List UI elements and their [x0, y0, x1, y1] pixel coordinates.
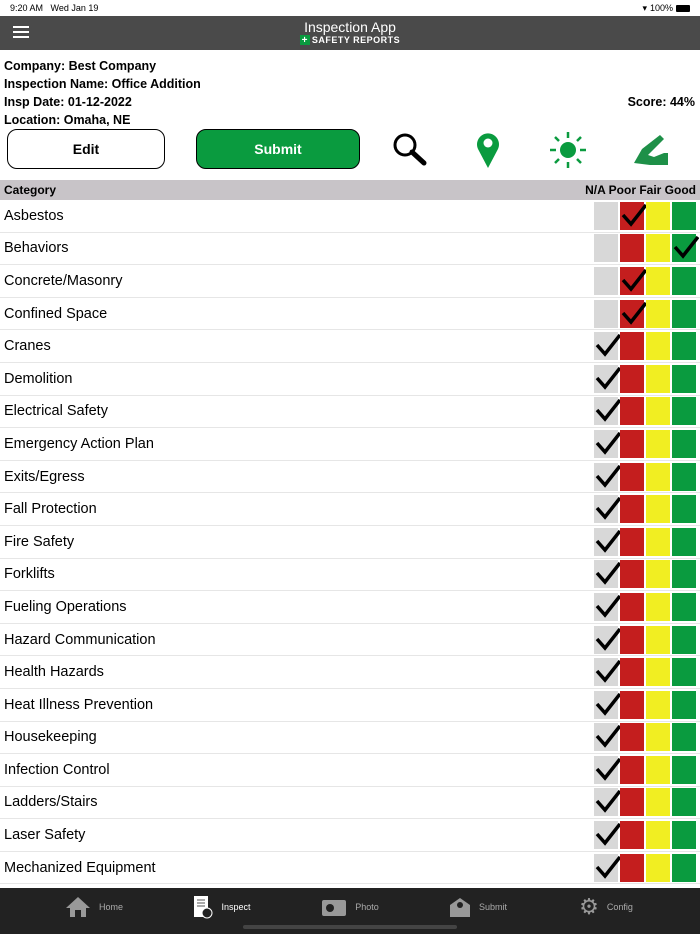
- tab-photo[interactable]: [286, 888, 414, 926]
- rating-poor[interactable]: [620, 723, 644, 751]
- rating-na[interactable]: [594, 495, 618, 523]
- category-row: [0, 363, 700, 396]
- checkmark-icon: [595, 593, 621, 619]
- rating-na[interactable]: [594, 658, 618, 686]
- checkmark-icon: [621, 202, 647, 228]
- edit-button[interactable]: Edit: [7, 129, 165, 169]
- rating-poor[interactable]: [620, 365, 644, 393]
- rating-fair[interactable]: [646, 593, 670, 621]
- submit-button[interactable]: Submit: [196, 129, 360, 169]
- rating-fair[interactable]: [646, 267, 670, 295]
- category-name: Asbestos: [4, 207, 64, 224]
- checkmark-icon: [595, 397, 621, 423]
- category-name: Laser Safety: [4, 827, 86, 844]
- brand-text: SAFETY REPORTS: [311, 35, 401, 45]
- category-name: Emergency Action Plan: [4, 435, 154, 452]
- category-list: [0, 200, 700, 884]
- category-row: [0, 233, 700, 266]
- checkmark-icon: [595, 691, 621, 717]
- rating-na[interactable]: [594, 234, 618, 262]
- category-row: [0, 689, 700, 722]
- rating-na[interactable]: [594, 528, 618, 556]
- rating-na[interactable]: [594, 300, 618, 328]
- category-name: Forklifts: [4, 566, 55, 583]
- rating-poor[interactable]: [620, 788, 644, 816]
- rating-fair[interactable]: [646, 463, 670, 491]
- rating-cells: [594, 658, 700, 686]
- status-bar: [0, 0, 700, 16]
- brand-logo: [0, 35, 700, 45]
- rating-na[interactable]: [594, 821, 618, 849]
- checkmark-icon: [595, 821, 621, 847]
- rating-na[interactable]: [594, 365, 618, 393]
- rating-cells: [594, 756, 700, 784]
- rating-good[interactable]: [672, 593, 696, 621]
- checkmark-icon: [595, 788, 621, 814]
- checkmark-icon: [673, 234, 699, 260]
- category-row: [0, 819, 700, 852]
- rating-cells: [594, 626, 700, 654]
- signature-icon[interactable]: [630, 131, 670, 169]
- rating-na[interactable]: [594, 397, 618, 425]
- category-row: [0, 559, 700, 592]
- rating-poor[interactable]: [620, 300, 644, 328]
- category-name: Fueling Operations: [4, 598, 127, 615]
- camera-icon: [321, 897, 347, 917]
- inspection-name: Inspection Name: Office Addition: [4, 77, 201, 91]
- score: Score: 44%: [627, 95, 695, 109]
- category-name: Behaviors: [4, 240, 69, 257]
- rating-na[interactable]: [594, 756, 618, 784]
- rating-cells: [594, 821, 700, 849]
- rating-na[interactable]: [594, 788, 618, 816]
- rating-good[interactable]: [672, 854, 696, 882]
- category-name: Electrical Safety: [4, 403, 108, 420]
- rating-fair[interactable]: [646, 234, 670, 262]
- category-row: [0, 461, 700, 494]
- category-name: Hazard Communication: [4, 631, 156, 648]
- checkmark-icon: [595, 430, 621, 456]
- rating-cells: [594, 788, 700, 816]
- rating-fair[interactable]: [646, 332, 670, 360]
- rating-good[interactable]: [672, 658, 696, 686]
- rating-na[interactable]: [594, 202, 618, 230]
- rating-na[interactable]: [594, 626, 618, 654]
- location-pin-icon[interactable]: [468, 131, 508, 169]
- rating-fair[interactable]: [646, 560, 670, 588]
- rating-na[interactable]: [594, 560, 618, 588]
- rating-na[interactable]: [594, 691, 618, 719]
- checkmark-icon: [595, 332, 621, 358]
- battery-text: 100%: [649, 3, 673, 13]
- rating-good[interactable]: [672, 626, 696, 654]
- rating-poor[interactable]: [620, 691, 644, 719]
- checkmark-icon: [595, 723, 621, 749]
- rating-fair[interactable]: [646, 430, 670, 458]
- rating-poor[interactable]: [620, 658, 644, 686]
- checkmark-icon: [595, 626, 621, 652]
- category-row: [0, 852, 700, 885]
- table-header: [0, 180, 700, 200]
- rating-fair[interactable]: [646, 821, 670, 849]
- category-row: [0, 396, 700, 429]
- category-row: [0, 754, 700, 787]
- category-row: [0, 656, 700, 689]
- tab-label: Photo: [355, 902, 379, 912]
- checkmark-icon: [595, 756, 621, 782]
- rating-cells: [594, 691, 700, 719]
- wifi-icon: ▾: [642, 2, 647, 13]
- rating-poor[interactable]: [620, 756, 644, 784]
- tab-inspect[interactable]: [158, 888, 286, 926]
- tab-label: Submit: [478, 902, 507, 912]
- rating-fair[interactable]: [646, 202, 670, 230]
- rating-cells: [594, 332, 700, 360]
- app-title: Inspection App: [304, 19, 396, 35]
- tab-submit[interactable]: [414, 888, 542, 926]
- rating-fair[interactable]: [646, 723, 670, 751]
- category-row: [0, 265, 700, 298]
- rating-good[interactable]: [672, 756, 696, 784]
- rating-fair[interactable]: [646, 854, 670, 882]
- tab-label: Home: [98, 902, 123, 912]
- category-row: [0, 591, 700, 624]
- category-name: Cranes: [4, 338, 51, 355]
- rating-good[interactable]: [672, 560, 696, 588]
- report-icon: [193, 895, 213, 919]
- rating-fair[interactable]: [646, 691, 670, 719]
- category-name: Mechanized Equipment: [4, 859, 156, 876]
- home-icon: [65, 896, 91, 918]
- rating-cells: [594, 463, 700, 491]
- category-name: Ladders/Stairs: [4, 794, 98, 811]
- category-name: Health Hazards: [4, 664, 104, 681]
- rating-fair[interactable]: [646, 397, 670, 425]
- rating-fair[interactable]: [646, 626, 670, 654]
- rating-poor[interactable]: [620, 821, 644, 849]
- rating-poor[interactable]: [620, 854, 644, 882]
- rating-good[interactable]: [672, 528, 696, 556]
- rating-cells: [594, 495, 700, 523]
- inspection-date: Insp Date: 01-12-2022: [4, 95, 132, 109]
- rating-na[interactable]: [594, 332, 618, 360]
- tab-label: Inspect: [221, 902, 251, 912]
- rating-na[interactable]: [594, 267, 618, 295]
- rating-fair[interactable]: [646, 658, 670, 686]
- category-name: Exits/Egress: [4, 468, 85, 485]
- rating-cells: [594, 528, 700, 556]
- rating-cells: [594, 593, 700, 621]
- menu-icon[interactable]: [13, 26, 29, 41]
- rating-cells: [594, 560, 700, 588]
- checkmark-icon: [595, 560, 621, 586]
- checkmark-icon: [595, 463, 621, 489]
- nav-bar: [0, 16, 700, 50]
- category-name: Housekeeping: [4, 729, 97, 746]
- rating-na[interactable]: [594, 854, 618, 882]
- category-header: Category: [4, 183, 57, 197]
- rating-good[interactable]: [672, 788, 696, 816]
- rating-cells: [594, 397, 700, 425]
- location: Location: Omaha, NE: [4, 113, 131, 127]
- rating-poor[interactable]: [620, 626, 644, 654]
- rating-na[interactable]: [594, 463, 618, 491]
- battery-icon: [676, 5, 690, 12]
- rating-cells: [594, 365, 700, 393]
- rating-fair[interactable]: [646, 788, 670, 816]
- category-name: Heat Illness Prevention: [4, 696, 154, 713]
- rating-good[interactable]: [672, 430, 696, 458]
- rating-poor[interactable]: [620, 397, 644, 425]
- category-row: [0, 330, 700, 363]
- category-name: Concrete/Masonry: [4, 272, 123, 289]
- rating-cells: [594, 854, 700, 882]
- category-row: [0, 493, 700, 526]
- sun-icon[interactable]: [548, 131, 588, 169]
- rating-good[interactable]: [672, 723, 696, 751]
- rating-good[interactable]: [672, 495, 696, 523]
- checkmark-icon: [595, 528, 621, 554]
- rating-good[interactable]: [672, 332, 696, 360]
- rating-fair[interactable]: [646, 528, 670, 556]
- category-row: [0, 298, 700, 331]
- rating-cells: [594, 723, 700, 751]
- rating-good[interactable]: [672, 300, 696, 328]
- action-bar: [0, 128, 700, 180]
- rating-poor[interactable]: [620, 332, 644, 360]
- checkmark-icon: [621, 267, 647, 293]
- rating-good[interactable]: [672, 365, 696, 393]
- checkmark-icon: [621, 300, 647, 326]
- ratings-header: N/A Poor Fair Good: [585, 183, 696, 197]
- category-name: Infection Control: [4, 761, 110, 778]
- category-row: [0, 722, 700, 755]
- home-indicator: [243, 925, 457, 929]
- rating-good[interactable]: [672, 821, 696, 849]
- rating-na[interactable]: [594, 723, 618, 751]
- rating-na[interactable]: [594, 593, 618, 621]
- tab-home[interactable]: [30, 888, 158, 926]
- gear-icon: ⚙: [579, 894, 599, 919]
- rating-fair[interactable]: [646, 756, 670, 784]
- category-row: [0, 787, 700, 820]
- tab-label: Config: [606, 902, 633, 912]
- checkmark-icon: [595, 365, 621, 391]
- category-row: [0, 624, 700, 657]
- rating-good[interactable]: [672, 234, 696, 262]
- category-name: Fall Protection: [4, 501, 97, 518]
- plus-icon: +: [301, 34, 308, 46]
- mail-icon: [449, 896, 471, 918]
- rating-poor[interactable]: [620, 528, 644, 556]
- category-row: [0, 200, 700, 233]
- rating-good[interactable]: [672, 463, 696, 491]
- category-name: Fire Safety: [4, 533, 75, 550]
- checkmark-icon: [595, 495, 621, 521]
- rating-good[interactable]: [672, 202, 696, 230]
- checkmark-icon: [595, 658, 621, 684]
- rating-fair[interactable]: [646, 365, 670, 393]
- rating-cells: [594, 300, 700, 328]
- rating-cells: [594, 202, 700, 230]
- rating-na[interactable]: [594, 430, 618, 458]
- company: Company: Best Company: [4, 59, 157, 73]
- time: 9:20 AM: [10, 3, 44, 13]
- rating-poor[interactable]: [620, 267, 644, 295]
- rating-poor[interactable]: [620, 495, 644, 523]
- rating-fair[interactable]: [646, 495, 670, 523]
- category-name: Confined Space: [4, 305, 108, 322]
- rating-poor[interactable]: [620, 234, 644, 262]
- search-icon[interactable]: [390, 131, 430, 169]
- category-name: Demolition: [4, 370, 73, 387]
- rating-poor[interactable]: [620, 593, 644, 621]
- checkmark-icon: [595, 854, 621, 880]
- tab-config[interactable]: [542, 888, 670, 926]
- rating-poor[interactable]: [620, 560, 644, 588]
- rating-good[interactable]: [672, 397, 696, 425]
- rating-poor[interactable]: [620, 463, 644, 491]
- rating-fair[interactable]: [646, 300, 670, 328]
- inspection-info: [0, 50, 700, 128]
- category-row: [0, 526, 700, 559]
- rating-poor[interactable]: [620, 430, 644, 458]
- tab-bar: [0, 888, 700, 934]
- rating-good[interactable]: [672, 691, 696, 719]
- rating-good[interactable]: [672, 267, 696, 295]
- rating-poor[interactable]: [620, 202, 644, 230]
- date: Wed Jan 19: [50, 3, 99, 13]
- category-row: [0, 428, 700, 461]
- rating-cells: [594, 234, 700, 262]
- rating-cells: [594, 430, 700, 458]
- rating-cells: [594, 267, 700, 295]
